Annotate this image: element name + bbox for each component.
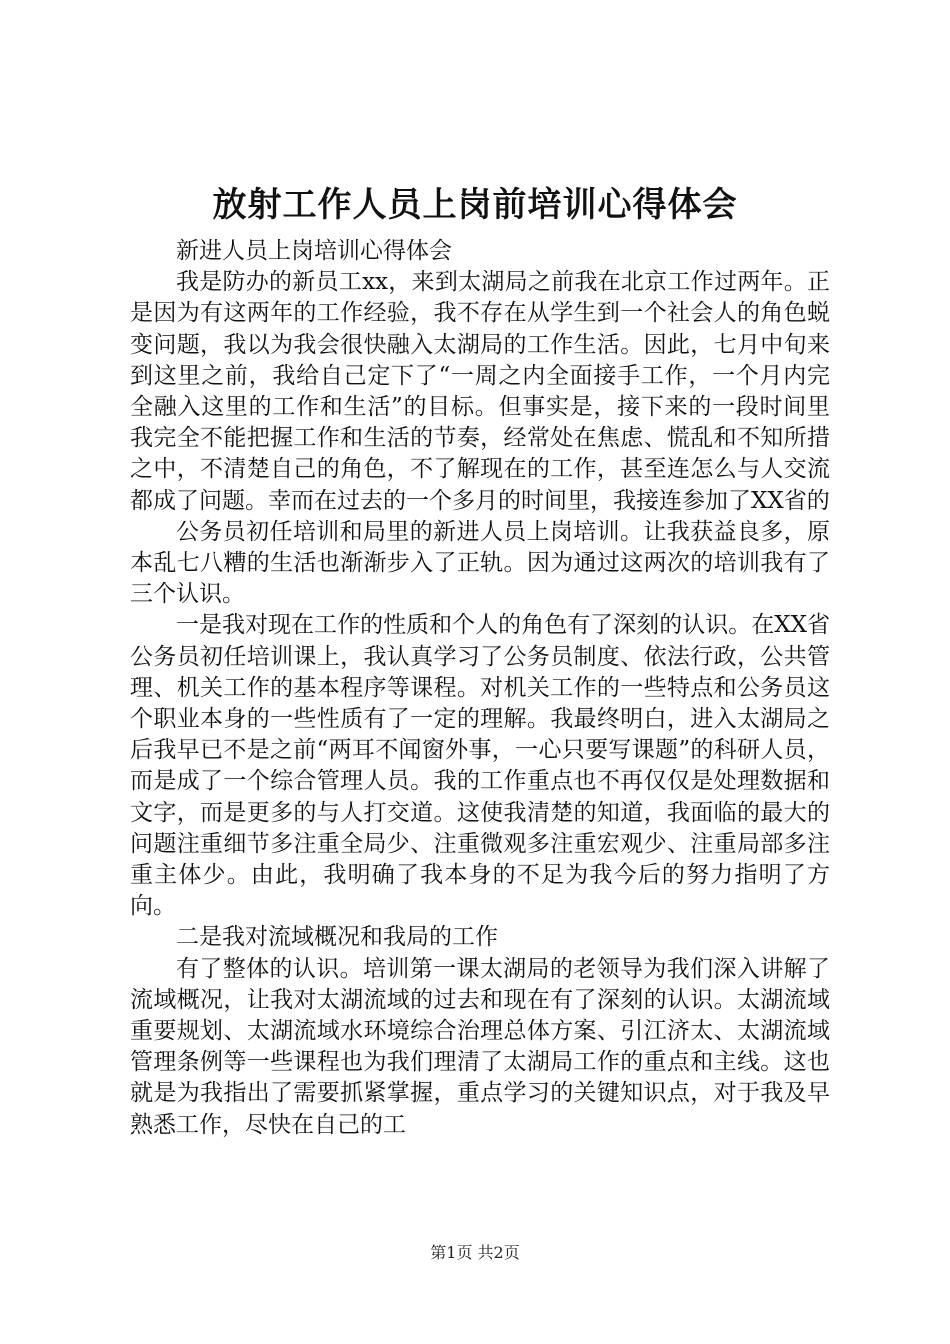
paragraph: 有了整体的认识。培训第一课太湖局的老领导为我们深入讲解了流域概况，让我对太湖流域的过去和现在有了深刻的认识。太湖流域重要规划、太湖流域水环境综合治理总体方案、引江济太、太湖流域管理条例等一些课程也为我们理清了太湖局工作的重点和主线。这也就是为我指出了需要抓紧掌握，重点学习的关键知识点，对于我及早熟悉工作，尽快在自己的工 xyxy=(130,955,830,1138)
paragraph: 我是防办的新员工xx，来到太湖局之前我在北京工作过两年。正是因为有这两年的工作经验，我不存在从学生到一个社会人的角色蜕变问题，我以为我会很快融入太湖局的工作生活。因此，七月中旬来到这里之前，我给自己定下了“一周之内全面接手工作，一个月内完全融入这里的工作和生活”的目标。但事实是，接下来的一段时间里我完全不能把握工作和生活的节奏，经常处在焦虑、慌乱和不知所措之中，不清楚自己的角色，不了解现在的工作，甚至连怎么与人交流都成了问题。幸而在过去的一个多月的时间里，我接连参加了XX省的 xyxy=(130,269,830,514)
paragraph: 一是我对现在工作的性质和个人的角色有了深刻的认识。在XX省公务员初任培训课上，我认真学习了公务员制度、依法行政，公共管理、机关工作的基本程序等课程。对机关工作的一些特点和公务员这个职业本身的一些性质有了一定的理解。我最终明白，进入太湖局之后我早已不是之前“两耳不闻窗外事，一心只要写课题”的科研人员，而是成了一个综合管理人员。我的工作重点也不再仅仅是处理数据和文字，而是更多的与人打交道。这使我清楚的知道，我面临的最大的问题注重细节多注重全局少、注重微观多注重宏观少、注重局部多注重主体少。由此，我明确了我本身的不足为我今后的努力指明了方向。 xyxy=(130,612,830,920)
paragraph: 新进人员上岗培训心得体会 xyxy=(176,238,452,264)
page-footer: 第1页 共2页 xyxy=(430,1243,520,1262)
paragraph: 二是我对流域概况和我局的工作 xyxy=(176,924,498,951)
paragraph: 公务员初任培训和局里的新进人员上岗培训。让我获益良多，原本乱七八糟的生活也渐渐步入了正轨。因为通过这两次的培训我有了三个认识。 xyxy=(130,518,830,608)
document-title: 放射工作人员上岗前培训心得体会 xyxy=(212,185,738,225)
document-body xyxy=(130,236,830,1141)
